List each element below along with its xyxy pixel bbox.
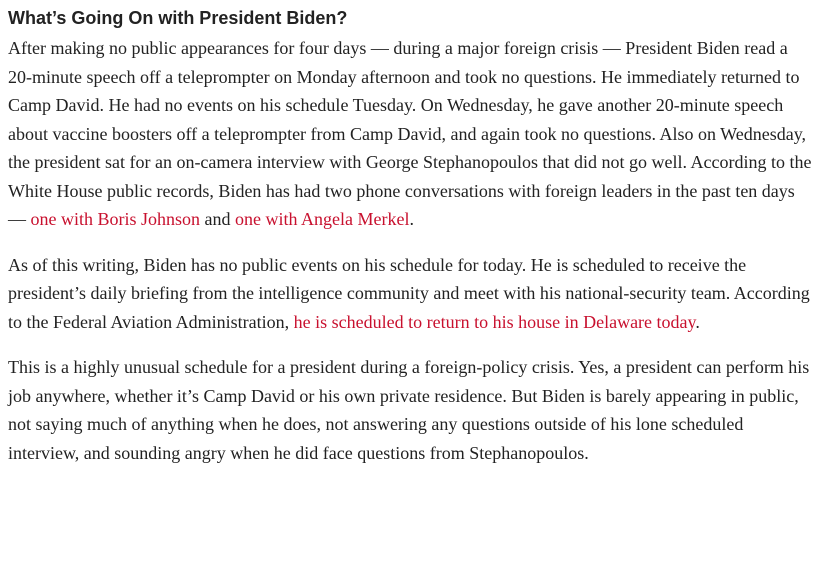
paragraph-3: This is a highly unusual schedule for a president during a foreign-policy crisis. Yes, a president can perform his job anywhere, whether it’s Camp David or his own private residence. But Biden is barely appearing in public, not saying much of anything when he does, not answering any questions outside of his lone scheduled interview, and sounding angry when he did face questions from Stephanopoulos. — [8, 357, 810, 463]
article-body — [8, 6, 814, 484]
paragraph-1-text-before: After making no public appearances for four days — during a major foreign crisis — President Biden read a 20-minute speech off a teleprompter on Monday afternoon and took no questions. He immediately returned to Camp David. He had no events on his schedule Tuesday. On Wednesday, he gave another 20-minute speech about vaccine boosters off a teleprompter from Camp David, and again took no questions. Also on Wednesday, the president sat for an on-camera interview with George Stephanopoulos that did not go well. According to the White House public records, Biden has had two phone conversations with foreign leaders in the past ten days — — [8, 38, 812, 229]
article-heading: What’s Going On with President Biden? — [8, 8, 348, 28]
paragraph-2 — [8, 251, 814, 337]
link-return-to-delaware[interactable]: he is scheduled to return to his house in Delaware today — [293, 311, 696, 332]
link-boris-johnson-call[interactable]: one with Boris Johnson — [30, 209, 201, 229]
link-angela-merkel-call[interactable]: one with Angela Merkel — [235, 209, 410, 229]
paragraph-1-text-after: . — [409, 209, 414, 229]
paragraph-2-text-after: . — [695, 311, 700, 332]
paragraph-2-text-before: As of this writing, Biden has no public events on his schedule for today. He is scheduled to receive the president’s daily briefing from the intelligence community and meet with his national-security team. According to the Federal Aviation Administration, — [8, 254, 810, 332]
paragraph-1 — [8, 34, 814, 234]
paragraph-1-text-middle: and — [200, 209, 236, 229]
